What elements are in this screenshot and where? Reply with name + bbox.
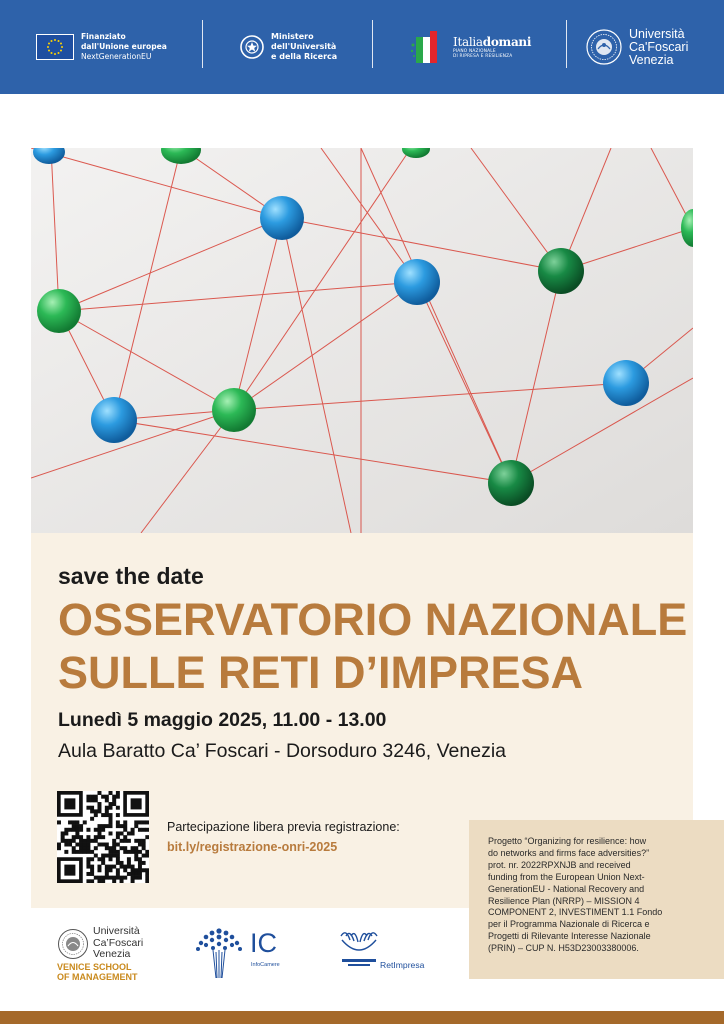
cafoscari-seal-icon: [57, 928, 89, 960]
cafoscari-line3: Venezia: [629, 52, 674, 67]
eu-line2: dall'Unione europea: [81, 42, 167, 51]
retimpresa-name: RetImpresa: [380, 960, 425, 970]
save-the-date-kicker: save the date: [58, 563, 204, 589]
italia-sub2: DI RIPRESA E RESILIENZA: [453, 54, 513, 59]
cafoscari-line2: Ca'Foscari: [629, 39, 689, 54]
cafoscari-logo: [585, 0, 688, 94]
venice-school-of-management-logo: [57, 926, 167, 982]
event-title-line2: SULLE RETI D’IMPRESA: [58, 647, 584, 698]
cafoscari-seal-icon: [585, 28, 623, 66]
mur-line3: e della Ricerca: [271, 52, 338, 61]
banner-divider: [202, 20, 203, 68]
vsm-school2: OF MANAGEMENT: [57, 972, 138, 982]
event-datetime: Lunedì 5 maggio 2025, 11.00 - 13.00: [58, 709, 387, 731]
eu-logo: [36, 0, 167, 94]
vsm-line1: Università: [93, 925, 140, 937]
eu-line3: NextGenerationEU: [81, 52, 152, 61]
funding-line: prot. nr. 2022RPXNJB and received: [488, 859, 631, 870]
retimpresa-logo: [338, 926, 440, 982]
eu-line1: Finanziato: [81, 32, 126, 41]
vsm-school1: VENICE SCHOOL: [57, 962, 132, 972]
funding-statement: [469, 820, 724, 979]
italian-flag-icon: [410, 29, 450, 65]
confindustria-eagle-icon: [338, 926, 380, 970]
mur-logo: [239, 0, 337, 94]
event-venue: Aula Baratto Ca’ Foscari - Dorsoduro 3246, Venezia: [58, 740, 507, 762]
funding-line: do networks and firms face adversities?”: [488, 847, 650, 858]
italia-name-b: domani: [482, 35, 532, 49]
funding-line: Progetto “Organizing for resilience: how: [488, 836, 647, 846]
infocamere-sub: InfoCamere: [251, 962, 280, 968]
mur-line2: dell'Università: [271, 42, 337, 51]
funding-line: Progetti di Rilevante Interesse Nazionale: [488, 931, 651, 942]
vsm-line3: Venezia: [93, 948, 131, 960]
qr-code-icon[interactable]: [57, 791, 149, 883]
banner-divider: [372, 20, 373, 68]
eu-flag-icon: [36, 34, 74, 60]
italian-emblem-icon: [239, 33, 265, 61]
bottom-accent-bar: [0, 1011, 724, 1024]
funding-line: funding from the European Union Next-: [488, 871, 645, 882]
registration-label: Partecipazione libera previa registrazione:: [167, 820, 400, 834]
funding-line: per il Programma Nazionale di Ricerca e: [488, 919, 650, 930]
italia-domani-logo: [410, 0, 531, 94]
funding-line: Resilience Plan (NRRP) – MISSION 4: [488, 895, 640, 906]
infocamere-logo: [194, 926, 289, 982]
funding-line: GenerationEU - National Recovery and: [488, 883, 645, 894]
infocamere-name: IC: [250, 928, 277, 958]
mur-line1: Ministero: [271, 32, 314, 41]
funding-line: (PRIN) – CUP N. H53D23003380006.: [488, 943, 639, 954]
event-title-line1: OSSERVATORIO NAZIONALE: [58, 594, 688, 645]
banner-divider: [566, 20, 567, 68]
registration-link[interactable]: bit.ly/registrazione-onri-2025: [167, 840, 338, 854]
network-pins-photo: [31, 148, 693, 533]
cafoscari-line1: Università: [629, 26, 685, 41]
italia-sub1: PIANO NAZIONALE: [453, 49, 496, 54]
funding-line: COMPONENT 2, INVESTIMENT 1.1 Fondo: [488, 907, 663, 918]
infocamere-tree-icon: [194, 926, 244, 980]
vsm-line2: Ca’Foscari: [93, 936, 144, 949]
italia-name-a: Italia: [453, 35, 483, 49]
top-banner: [0, 0, 724, 94]
event-title: [58, 593, 688, 699]
